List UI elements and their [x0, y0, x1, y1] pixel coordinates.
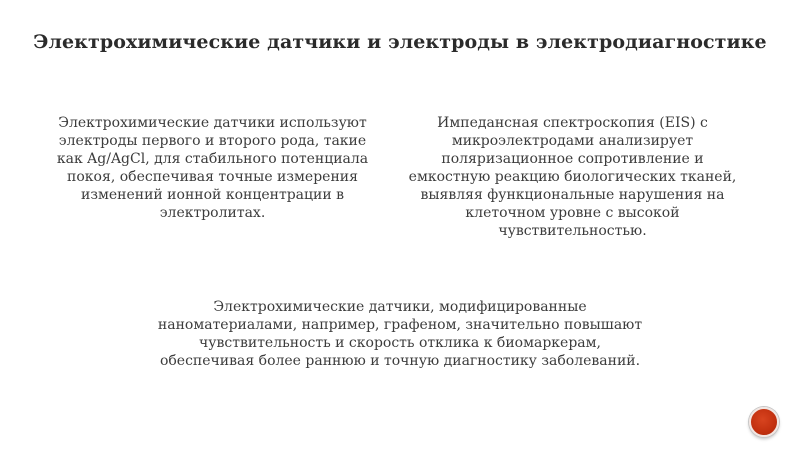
right-text-line: емкостную реакцию биологических тканей,: [408, 169, 737, 185]
left-text-block: [40, 114, 385, 222]
bottom-text-line: наноматериалами, например, графеном, значительно повышают: [157, 317, 643, 333]
bottom-text-line: обеспечивая более раннюю и точную диагностику заболеваний.: [159, 353, 641, 369]
left-text-line: электроды первого и второго рода, такие: [58, 133, 367, 149]
slide-title: Электрохимические датчики и электроды в электродиагностике: [33, 31, 767, 53]
left-text-line: Электрохимические датчики используют: [58, 115, 367, 131]
left-text-line: электролитах.: [159, 205, 266, 221]
right-text-line: выявляя функциональные нарушения на: [420, 187, 725, 203]
right-text-line: микроэлектродами анализирует: [451, 133, 694, 149]
right-text-line: клеточном уровне с высокой: [465, 205, 680, 221]
right-text-line: чувствительностью.: [498, 223, 647, 239]
bottom-text-block: [100, 298, 700, 370]
left-text-line: покоя, обеспечивая точные измерения: [67, 169, 358, 185]
right-text-line: Импедансная спектроскопия (EIS) с: [437, 115, 708, 131]
next-slide-button[interactable]: [749, 407, 779, 437]
left-text-line: как Ag/AgCl, для стабильного потенциала: [56, 151, 369, 167]
right-text-line: поляризационное сопротивление и: [441, 151, 704, 167]
left-text-line: изменений ионной концентрации в: [80, 187, 344, 203]
bottom-text-line: чувствительность и скорость отклика к биомаркерам,: [199, 335, 601, 351]
right-text-block: [400, 114, 745, 240]
bottom-text-line: Электрохимические датчики, модифицированные: [213, 299, 587, 315]
